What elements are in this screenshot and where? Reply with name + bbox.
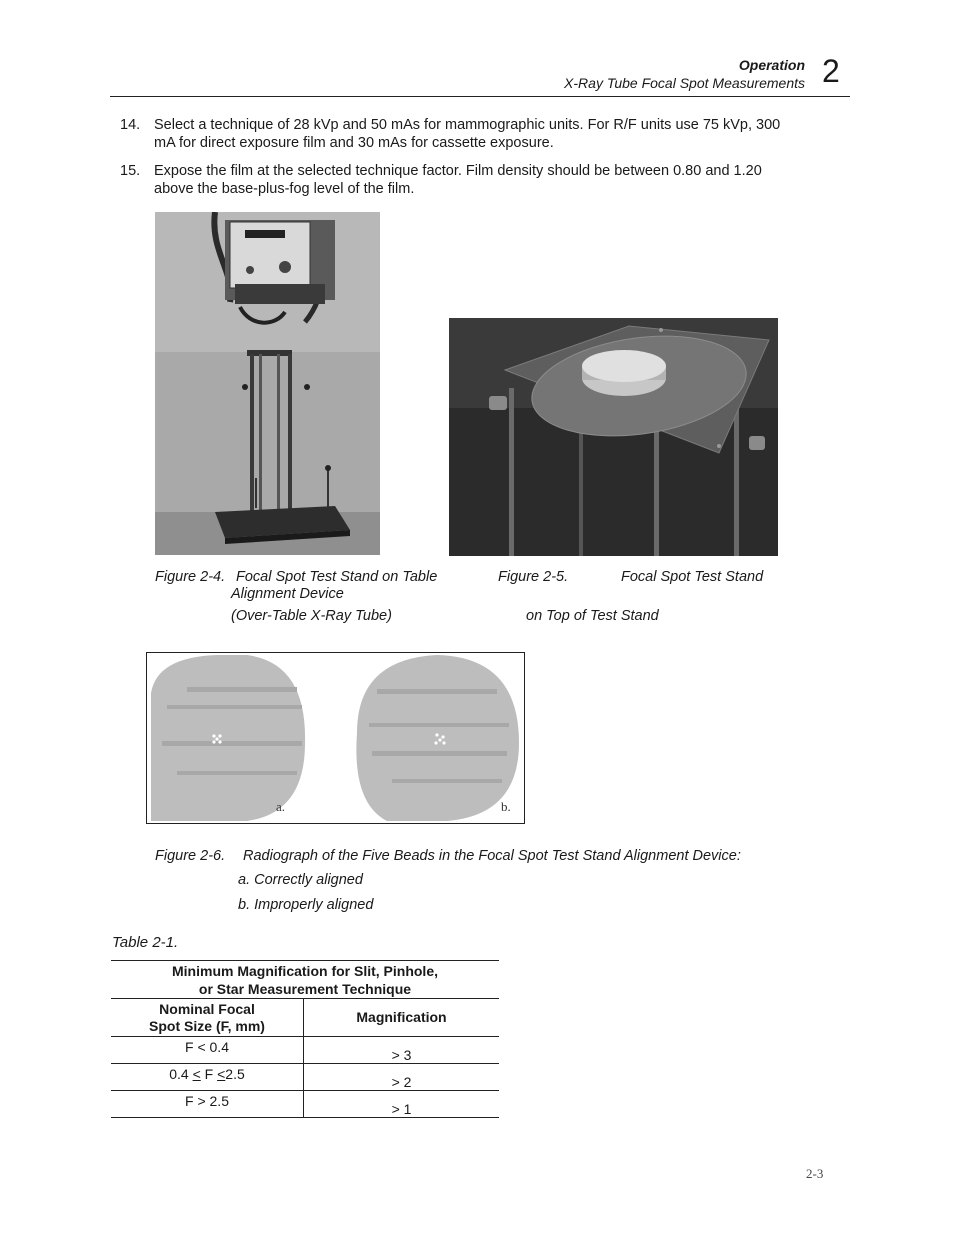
cell-focal-spot-size: F < 0.4 — [111, 1037, 304, 1064]
step-15 — [120, 162, 832, 198]
table-caption: Table 2-1. — [112, 934, 179, 951]
column-header-magnification: Magnification — [304, 999, 500, 1037]
cell-focal-spot-size: F > 2.5 — [111, 1091, 304, 1118]
cell-magnification: > 1 — [304, 1091, 500, 1118]
figure-2-6-caption-item-b: b. Improperly aligned — [238, 897, 374, 913]
cell-magnification: > 3 — [304, 1037, 500, 1064]
table-row — [111, 1091, 499, 1118]
figure-2-4-caption-label: Figure 2-4. — [155, 569, 226, 585]
figure-2-5-caption-line1: Focal Spot Test Stand — [621, 569, 764, 585]
step-number: 15. — [120, 163, 141, 179]
column-header-focal-spot-size: Nominal Focal Spot Size (F, mm) — [111, 999, 304, 1037]
figure-2-6-caption-label: Figure 2-6. — [155, 848, 226, 864]
page-number: 2-3 — [806, 1166, 824, 1181]
figure-2-6-caption-title: Radiograph of the Five Beads in the Focal Spot Test Stand Alignment Device: — [243, 848, 741, 864]
step-number: 14. — [120, 117, 141, 133]
figure-2-5-photo — [449, 318, 778, 556]
figure-2-4-caption-line1: Focal Spot Test Stand on Table — [236, 569, 438, 585]
magnification-table — [111, 960, 499, 1118]
step-text: Expose the film at the selected technique factor. Film density should be between 0.80 and 1.20 above the base-plus-fog level of the film. — [154, 163, 762, 197]
header-section-title: Operation — [738, 57, 805, 73]
radiograph-panel-a-label: a. — [276, 799, 286, 814]
header-rule — [110, 96, 850, 97]
cell-magnification: > 2 — [304, 1064, 500, 1091]
figure-2-5-caption-label: Figure 2-5. — [498, 569, 569, 585]
figure-2-4-photo — [155, 212, 380, 555]
chapter-number: 2 — [822, 53, 840, 89]
table-title: Minimum Magnification for Slit, Pinhole, or Star Measurement Technique — [111, 961, 499, 999]
cell-focal-spot-size: 0.4 < F <2.5 — [111, 1064, 304, 1091]
table-row — [111, 1064, 499, 1091]
header-subsection-title: X-Ray Tube Focal Spot Measurements — [564, 75, 805, 91]
figure-2-5-caption-line2: on Top of Test Stand — [526, 608, 659, 624]
figure-2-4-caption-line3: (Over-Table X-Ray Tube) — [231, 608, 392, 624]
figure-2-4-caption-line2: Alignment Device — [231, 586, 344, 602]
figure-2-6-radiograph — [146, 652, 525, 824]
step-text: Select a technique of 28 kVp and 50 mAs for mammographic units. For R/F units use 75 kVp, 300 mA for direct exposure film and 30 mAs for cassette exposure. — [154, 117, 781, 151]
radiograph-panel-b-label: b. — [501, 799, 511, 814]
figure-2-6-caption-item-a: a. Correctly aligned — [238, 872, 363, 888]
step-14 — [120, 116, 832, 152]
table-row — [111, 1037, 499, 1064]
